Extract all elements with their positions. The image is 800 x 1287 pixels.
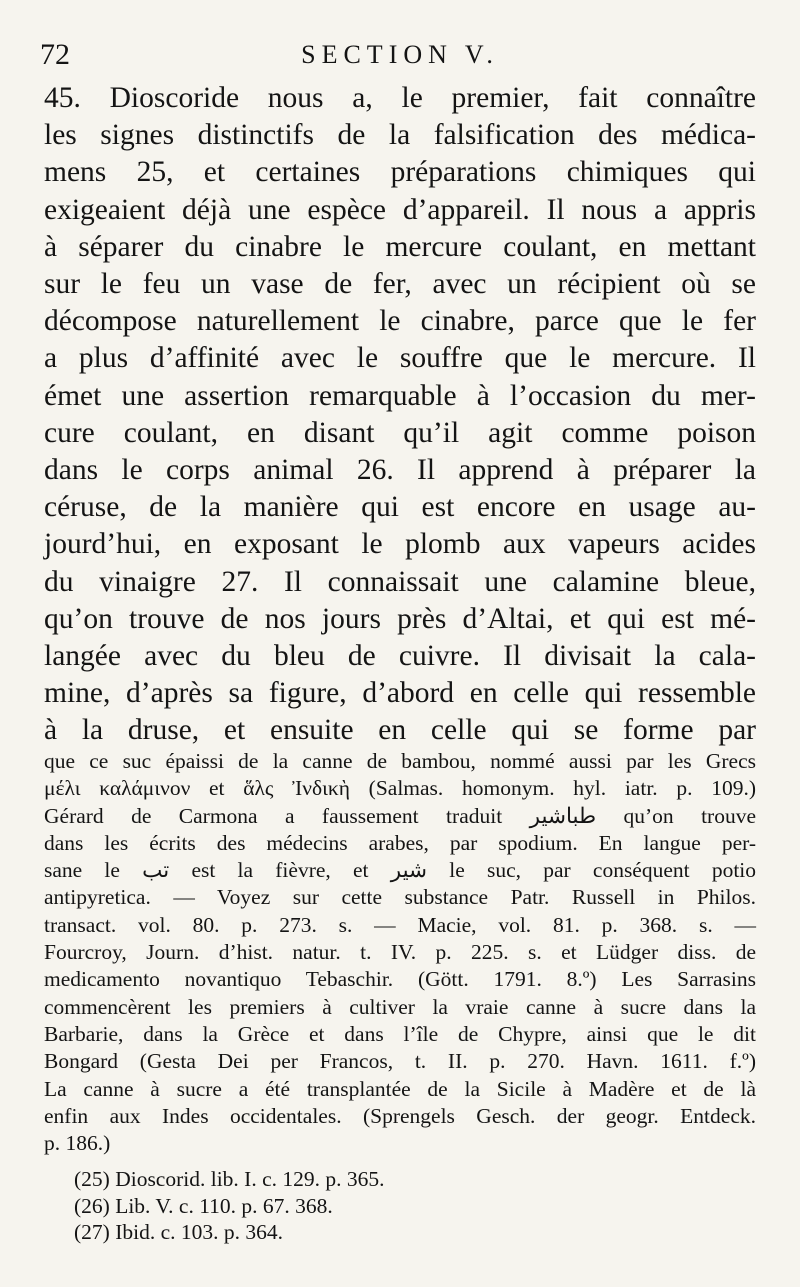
- footnote-line: p. 186.): [44, 1131, 111, 1156]
- footnote-continuation: [44, 748, 756, 1157]
- running-head: SECTION V.: [301, 40, 499, 69]
- page-header: [40, 38, 760, 78]
- footnote-line: Fourcroy, Journ. d’hist. natur. t. IV. p. 225. s. et Lüdger diss. de: [44, 940, 756, 965]
- main-text: [44, 80, 756, 750]
- text-line: exigeaient déjà une espèce d’appareil. Il nous a appris: [44, 193, 756, 226]
- text-line: cure coulant, en disant qu’il agit comme poison: [44, 416, 756, 449]
- text-line: qu’on trouve de nos jours près d’Altai, et qui est mé-: [44, 602, 756, 635]
- text-line: à séparer du cinabre le mercure coulant, en mettant: [44, 230, 756, 263]
- text-line: les signes distinctifs de la falsification des médica-: [44, 119, 756, 152]
- text-line: jourd’hui, en exposant le plomb aux vapeurs acides: [44, 528, 756, 561]
- footnote-line: Gérard de Carmona a faussement traduit طباشير qu’on trouve: [44, 803, 756, 828]
- text-line: céruse, de la manière qui est encore en usage au-: [44, 491, 756, 524]
- text-line: décompose naturellement le cinabre, parce que le fer: [44, 305, 756, 338]
- footnotes: [74, 1166, 674, 1246]
- footnote-line: Barbarie, dans la Grèce et dans l’île de Chypre, ainsi que le dit: [44, 1021, 756, 1046]
- text-line: sur le feu un vase de fer, avec un récipient où se: [44, 268, 756, 301]
- text-line: émet une assertion remarquable à l’occasion du mer-: [44, 379, 756, 412]
- text-line: du vinaigre 27. Il connaissait une calamine bleue,: [44, 565, 756, 598]
- footnote-line: transact. vol. 80. p. 273. s. — Macie, vol. 81. p. 368. s. —: [44, 912, 756, 937]
- footnote-line: enfin aux Indes occidentales. (Sprengels Gesch. der geogr. Entdeck.: [44, 1103, 756, 1128]
- page-number: 72: [40, 38, 70, 71]
- footnote-line: sane le تب est la fièvre, et شير le suc, par conséquent potio: [44, 858, 757, 883]
- text-line: langée avec du bleu de cuivre. Il divisait la cala-: [44, 640, 756, 673]
- footnote-line: medicamento novantiquo Tebaschir. (Gött. 1791. 8.º) Les Sarrasins: [44, 967, 756, 992]
- text-line: 45. Dioscoride nous a, le premier, fait connaître: [44, 82, 756, 114]
- text-line: a plus d’affinité avec le souffre que le mercure. Il: [44, 342, 756, 375]
- footnote-line: que ce suc épaissi de la canne de bambou, nommé aussi par les Grecs: [44, 749, 756, 773]
- footnote-line: Bongard (Gesta Dei per Francos, t. II. p. 270. Havn. 1611. f.º): [44, 1049, 756, 1074]
- footnote-line: antipyretica. — Voyez sur cette substance Patr. Russell in Philos.: [44, 885, 756, 910]
- footnote-line: dans les écrits des médecins arabes, par spodium. En langue per-: [44, 830, 756, 855]
- text-line: mine, d’après sa figure, d’abord en celle qui ressemble: [44, 677, 756, 710]
- footnote-line: La canne à sucre a été transplantée de la Sicile à Madère et de là: [44, 1076, 756, 1101]
- text-line: mens 25, et certaines préparations chimiques qui: [44, 156, 756, 189]
- text-line: à la druse, et ensuite en celle qui se forme par: [44, 714, 756, 747]
- footnote-line: commencèrent les premiers à cultiver la vraie canne à sucre dans la: [44, 994, 756, 1019]
- footnote-26: (26) Lib. V. c. 110. p. 67. 368.: [74, 1193, 333, 1218]
- text-line: dans le corps animal 26. Il apprend à préparer la: [44, 454, 756, 487]
- footnote-25: (25) Dioscorid. lib. I. c. 129. p. 365.: [74, 1167, 385, 1191]
- footnote-line: μέλι καλάμινον et ἅλς Ἰνδικὴ (Salmas. homonym. hyl. iatr. p. 109.): [44, 776, 756, 801]
- footnote-27: (27) Ibid. c. 103. p. 364.: [74, 1220, 283, 1244]
